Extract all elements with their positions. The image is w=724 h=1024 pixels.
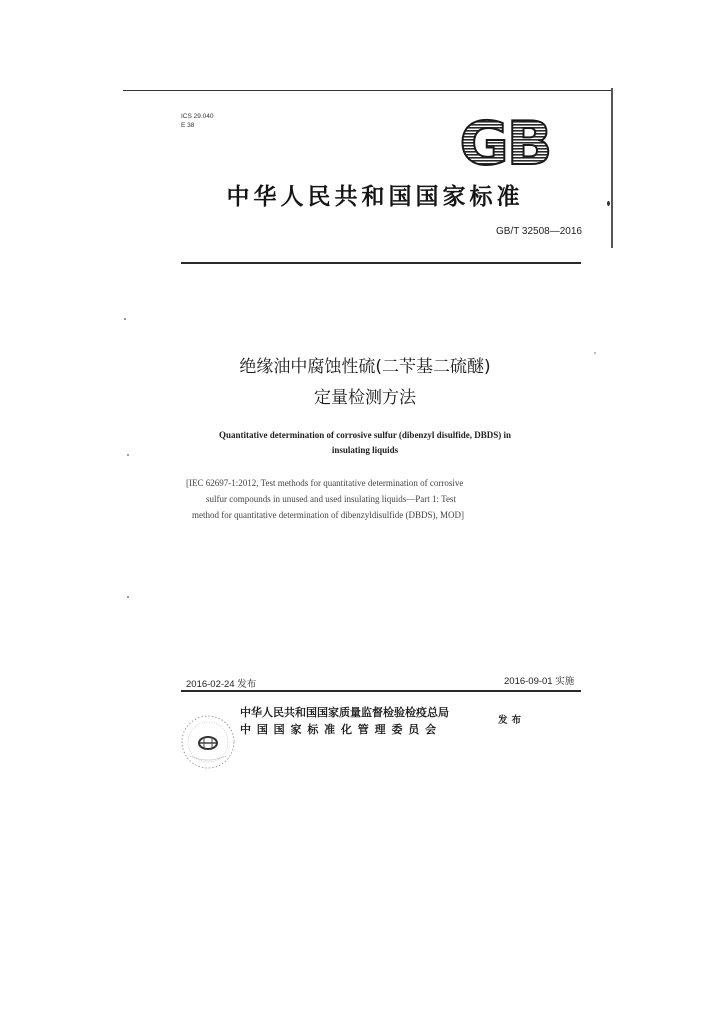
scan-speck <box>607 201 610 206</box>
svg-text:GB: GB <box>459 112 551 170</box>
standard-number: GB/T 32508—2016 <box>496 226 582 237</box>
scan-speck <box>127 454 129 456</box>
seal-stamp <box>178 712 238 770</box>
scan-edge-line <box>611 88 613 248</box>
identity-line-2: sulfur compounds in unused and used insulating liquids—Part 1: Test <box>206 494 456 504</box>
scan-speck <box>127 596 129 598</box>
ccs-code: E 38 <box>181 122 195 129</box>
header-rule <box>181 262 581 264</box>
date-rule <box>181 690 581 692</box>
national-standard-title: 中华人民共和国国家标准 <box>226 183 524 210</box>
issue-date: 2016-02-24 发布 <box>186 679 257 690</box>
title-cn-line-1: 绝缘油中腐蚀性硫(二苄基二硫醚) <box>239 357 491 377</box>
title-en-line-2: insulating liquids <box>331 445 399 455</box>
scan-speck <box>124 318 126 320</box>
identity-line-1: [IEC 62697-1:2012, Test methods for quantitative determination of corrosive <box>186 478 464 488</box>
gb-logo <box>455 112 555 170</box>
publisher-org-1: 中华人民共和国国家质量监督检验检疫总局 <box>240 706 449 719</box>
top-rule <box>123 90 613 91</box>
publisher-org-2: 中 国 国 家 标 准 化 管 理 委 员 会 <box>240 723 438 736</box>
implementation-date: 2016-09-01 实施 <box>504 676 575 687</box>
title-en-line-1: Quantitative determination of corrosive sulfur (dibenzyl disulfide, DBDS) in <box>219 430 511 440</box>
scan-speck <box>594 352 596 354</box>
identity-line-3: method for quantitative determination of dibenzyldisulfide (DBDS), MOD] <box>192 510 464 520</box>
ics-code: ICS 29.040 <box>181 113 214 120</box>
publish-verb: 发布 <box>498 715 526 726</box>
title-cn-line-2: 定量检测方法 <box>314 388 416 408</box>
